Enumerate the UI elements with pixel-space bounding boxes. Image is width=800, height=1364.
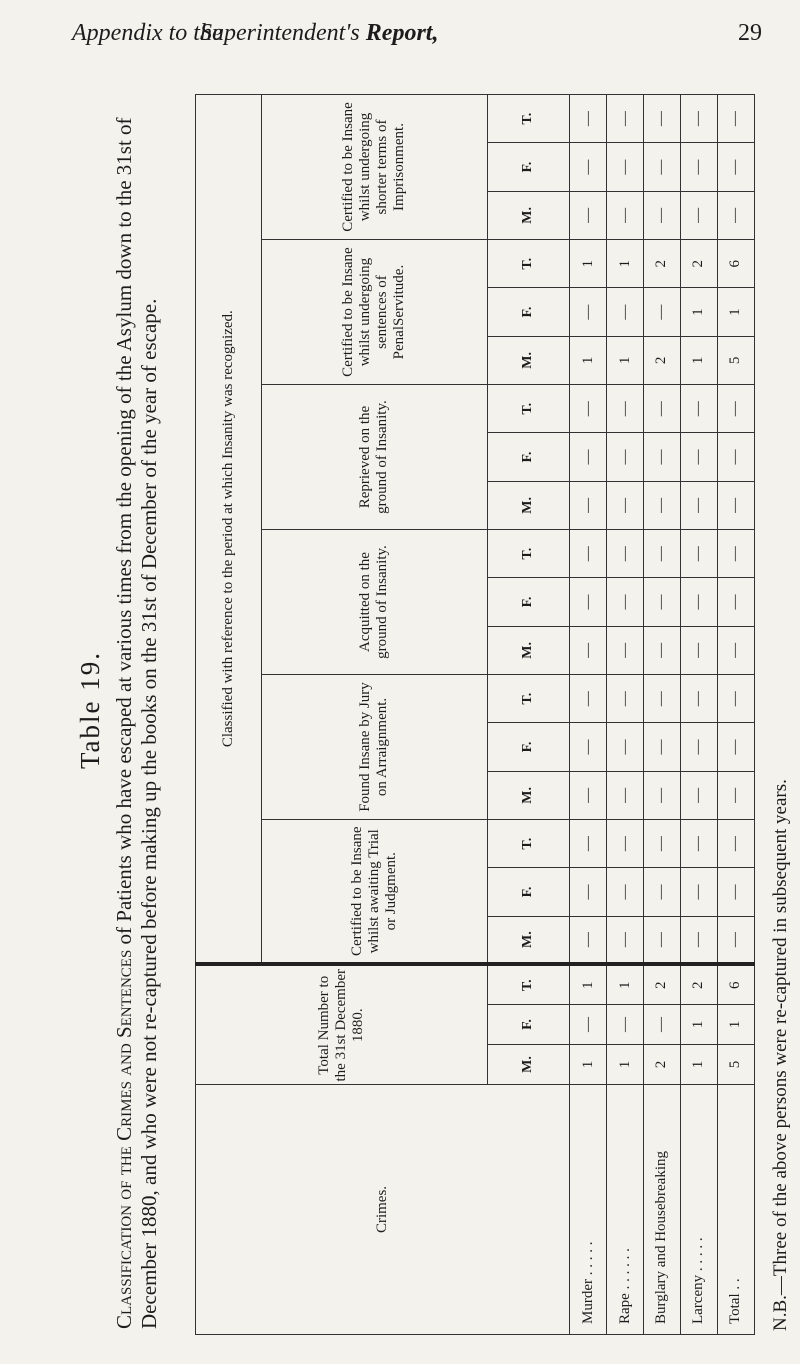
table-row — [607, 94, 644, 1334]
group-cell: — — [680, 433, 717, 481]
sub-header-t: T. — [487, 820, 569, 868]
sub-header-f: F. — [487, 288, 569, 336]
group-cell: 2 — [644, 240, 681, 288]
sub-header-f: F. — [487, 723, 569, 771]
total-cell: 6 — [717, 964, 754, 1004]
sub-header-t: T. — [487, 530, 569, 578]
total-cell: 2 — [644, 964, 681, 1004]
group-cell: 5 — [717, 336, 754, 384]
group-cell: — — [644, 578, 681, 626]
group-cell: — — [644, 916, 681, 964]
sub-header-m: M. — [487, 916, 569, 964]
group-cell: — — [570, 481, 607, 529]
group-cell: — — [644, 771, 681, 819]
group-cell: — — [570, 916, 607, 964]
group-cell: — — [717, 530, 754, 578]
rotated-table-block — [75, 85, 800, 1335]
group-cell: — — [607, 916, 644, 964]
sub-header-f: F. — [487, 868, 569, 916]
sub-header-t: T. — [487, 964, 569, 1004]
group-cell: — — [570, 433, 607, 481]
group-cell: 2 — [644, 336, 681, 384]
group-cell: — — [607, 191, 644, 239]
group-cell: — — [717, 868, 754, 916]
sub-header-t: T. — [487, 240, 569, 288]
group-cell: — — [644, 820, 681, 868]
sub-header-m: M. — [487, 626, 569, 674]
group-cell: — — [607, 626, 644, 674]
table-description: Classification of the Crimes and Sentences of Patients who have escaped at various times from the opening of the Asylum down to the 31st of December 1880, and who were not re-captured before making up the books on the 31st of December of the year of escape. — [112, 117, 161, 1329]
group-cell: — — [570, 288, 607, 336]
group-cell: — — [644, 626, 681, 674]
crime-label: Total . . — [717, 1085, 754, 1335]
group-cell: — — [717, 143, 754, 191]
group-cell: — — [644, 481, 681, 529]
group-cell: — — [680, 143, 717, 191]
group-cell: — — [570, 626, 607, 674]
sub-header-m: M. — [487, 771, 569, 819]
group-cell: — — [680, 578, 717, 626]
running-head-prefix: Appendix to the — [72, 20, 223, 46]
total-cell: — — [644, 1005, 681, 1045]
group-cell: — — [680, 94, 717, 143]
group-cell: — — [607, 675, 644, 723]
group-header-penal-servitude: Certified to be Insane whilst undergoing sentences of PenalServitude. — [261, 240, 487, 385]
sub-header-f: F. — [487, 1005, 569, 1045]
group-cell: 1 — [570, 336, 607, 384]
sub-header-t: T. — [487, 94, 569, 143]
group-header-acquitted: Acquitted on the ground of Insanity. — [261, 530, 487, 675]
total-cell: 1 — [717, 1005, 754, 1045]
group-cell: 1 — [717, 288, 754, 336]
footnote: N.B.—Three of the above persons were re-captured in subsequent years. — [770, 779, 791, 1331]
total-cell: 1 — [607, 1045, 644, 1085]
group-cell: — — [680, 675, 717, 723]
group-cell: — — [717, 723, 754, 771]
group-cell: — — [680, 771, 717, 819]
group-header-reprieved: Reprieved on the ground of Insanity. — [261, 385, 487, 530]
group-cell: — — [570, 191, 607, 239]
sub-header-f: F. — [487, 433, 569, 481]
group-cell: — — [717, 191, 754, 239]
table-caption — [75, 85, 162, 1335]
group-cell: — — [644, 868, 681, 916]
group-header-found-insane: Found Insane by Jury on Arraignment. — [261, 675, 487, 820]
sub-header-t: T. — [487, 385, 569, 433]
group-header-imprisonment: Certified to be Insane whilst undergoing shorter terms of Imprisonment. — [261, 94, 487, 239]
group-cell: — — [717, 771, 754, 819]
group-cell: — — [680, 626, 717, 674]
sub-header-m: M. — [487, 481, 569, 529]
group-cell: — — [607, 771, 644, 819]
group-cell: — — [680, 191, 717, 239]
total-cell: 1 — [607, 964, 644, 1004]
group-cell: — — [570, 143, 607, 191]
total-cell: 5 — [717, 1045, 754, 1085]
sub-header-m: M. — [487, 1045, 569, 1085]
group-cell: — — [570, 675, 607, 723]
group-cell: — — [570, 820, 607, 868]
crime-label: Burglary and Housebreaking — [644, 1085, 681, 1335]
group-cell: — — [607, 820, 644, 868]
group-cell: — — [717, 94, 754, 143]
group-cell: — — [644, 143, 681, 191]
group-cell: — — [717, 820, 754, 868]
group-header-awaiting-trial: Certified to be Insane whilst awaiting Trial or Judgment. — [261, 820, 487, 965]
group-cell: — — [644, 288, 681, 336]
page-number: 29 — [738, 20, 762, 46]
group-cell: — — [570, 723, 607, 771]
crime-label: Murder . . . . . — [570, 1085, 607, 1335]
group-cell: — — [644, 94, 681, 143]
group-cell: — — [680, 820, 717, 868]
group-cell: — — [607, 94, 644, 143]
group-cell: — — [644, 675, 681, 723]
total-cell: 1 — [680, 1045, 717, 1085]
table-number: Table 19. — [75, 650, 105, 770]
group-cell: — — [607, 385, 644, 433]
table-body — [570, 94, 755, 1334]
classification-table — [195, 94, 755, 1335]
total-cell: — — [607, 1005, 644, 1045]
sub-header-m: M. — [487, 336, 569, 384]
group-cell: — — [680, 530, 717, 578]
group-cell: — — [644, 723, 681, 771]
group-cell: — — [644, 385, 681, 433]
group-cell: — — [570, 530, 607, 578]
group-cell: — — [680, 385, 717, 433]
crime-label: Larceny . . . . . — [680, 1085, 717, 1335]
sub-header-t: T. — [487, 675, 569, 723]
sub-header-f: F. — [487, 578, 569, 626]
total-cell: 2 — [680, 964, 717, 1004]
table-row — [570, 94, 607, 1334]
total-cell: 1 — [570, 1045, 607, 1085]
group-cell: — — [717, 385, 754, 433]
sub-header-m: M. — [487, 191, 569, 239]
group-cell: 2 — [680, 240, 717, 288]
group-cell: 1 — [570, 240, 607, 288]
group-cell: — — [570, 771, 607, 819]
group-cell: — — [607, 578, 644, 626]
group-cell: — — [570, 578, 607, 626]
group-cell: — — [607, 433, 644, 481]
group-cell: — — [570, 385, 607, 433]
group-cell: 1 — [680, 288, 717, 336]
table-row — [717, 94, 754, 1334]
group-cell: — — [570, 868, 607, 916]
running-head-title: Superintendent's Report, — [200, 20, 439, 46]
group-cell: — — [607, 868, 644, 916]
sub-header-f: F. — [487, 143, 569, 191]
group-cell: — — [680, 481, 717, 529]
total-cell: 2 — [644, 1045, 681, 1085]
group-cell: — — [717, 675, 754, 723]
group-cell: — — [680, 916, 717, 964]
group-cell: — — [680, 868, 717, 916]
group-cell: — — [644, 191, 681, 239]
classified-header: Classified with reference to the period at which Insanity was recognized. — [196, 94, 262, 964]
group-cell: — — [607, 481, 644, 529]
total-cell: 1 — [680, 1005, 717, 1045]
total-header: Total Number to the 31st December 1880. — [196, 964, 488, 1084]
crimes-header: Crimes. — [196, 1085, 570, 1335]
group-cell: — — [644, 433, 681, 481]
group-cell: — — [717, 916, 754, 964]
group-cell: — — [607, 530, 644, 578]
group-cell: — — [607, 288, 644, 336]
group-cell: 1 — [607, 240, 644, 288]
total-cell: 1 — [570, 964, 607, 1004]
group-cell: — — [680, 723, 717, 771]
table-row — [680, 94, 717, 1334]
group-cell: 6 — [717, 240, 754, 288]
total-cell: — — [570, 1005, 607, 1045]
group-cell: — — [717, 578, 754, 626]
group-cell: — — [717, 433, 754, 481]
group-cell: — — [607, 143, 644, 191]
group-cell: — — [644, 530, 681, 578]
table-row — [644, 94, 681, 1334]
group-cell: — — [717, 481, 754, 529]
crime-label: Rape . . . . . . — [607, 1085, 644, 1335]
running-head — [0, 14, 800, 54]
group-cell: 1 — [680, 336, 717, 384]
group-cell: — — [717, 626, 754, 674]
group-cell: — — [570, 94, 607, 143]
group-cell: — — [607, 723, 644, 771]
group-cell: 1 — [607, 336, 644, 384]
